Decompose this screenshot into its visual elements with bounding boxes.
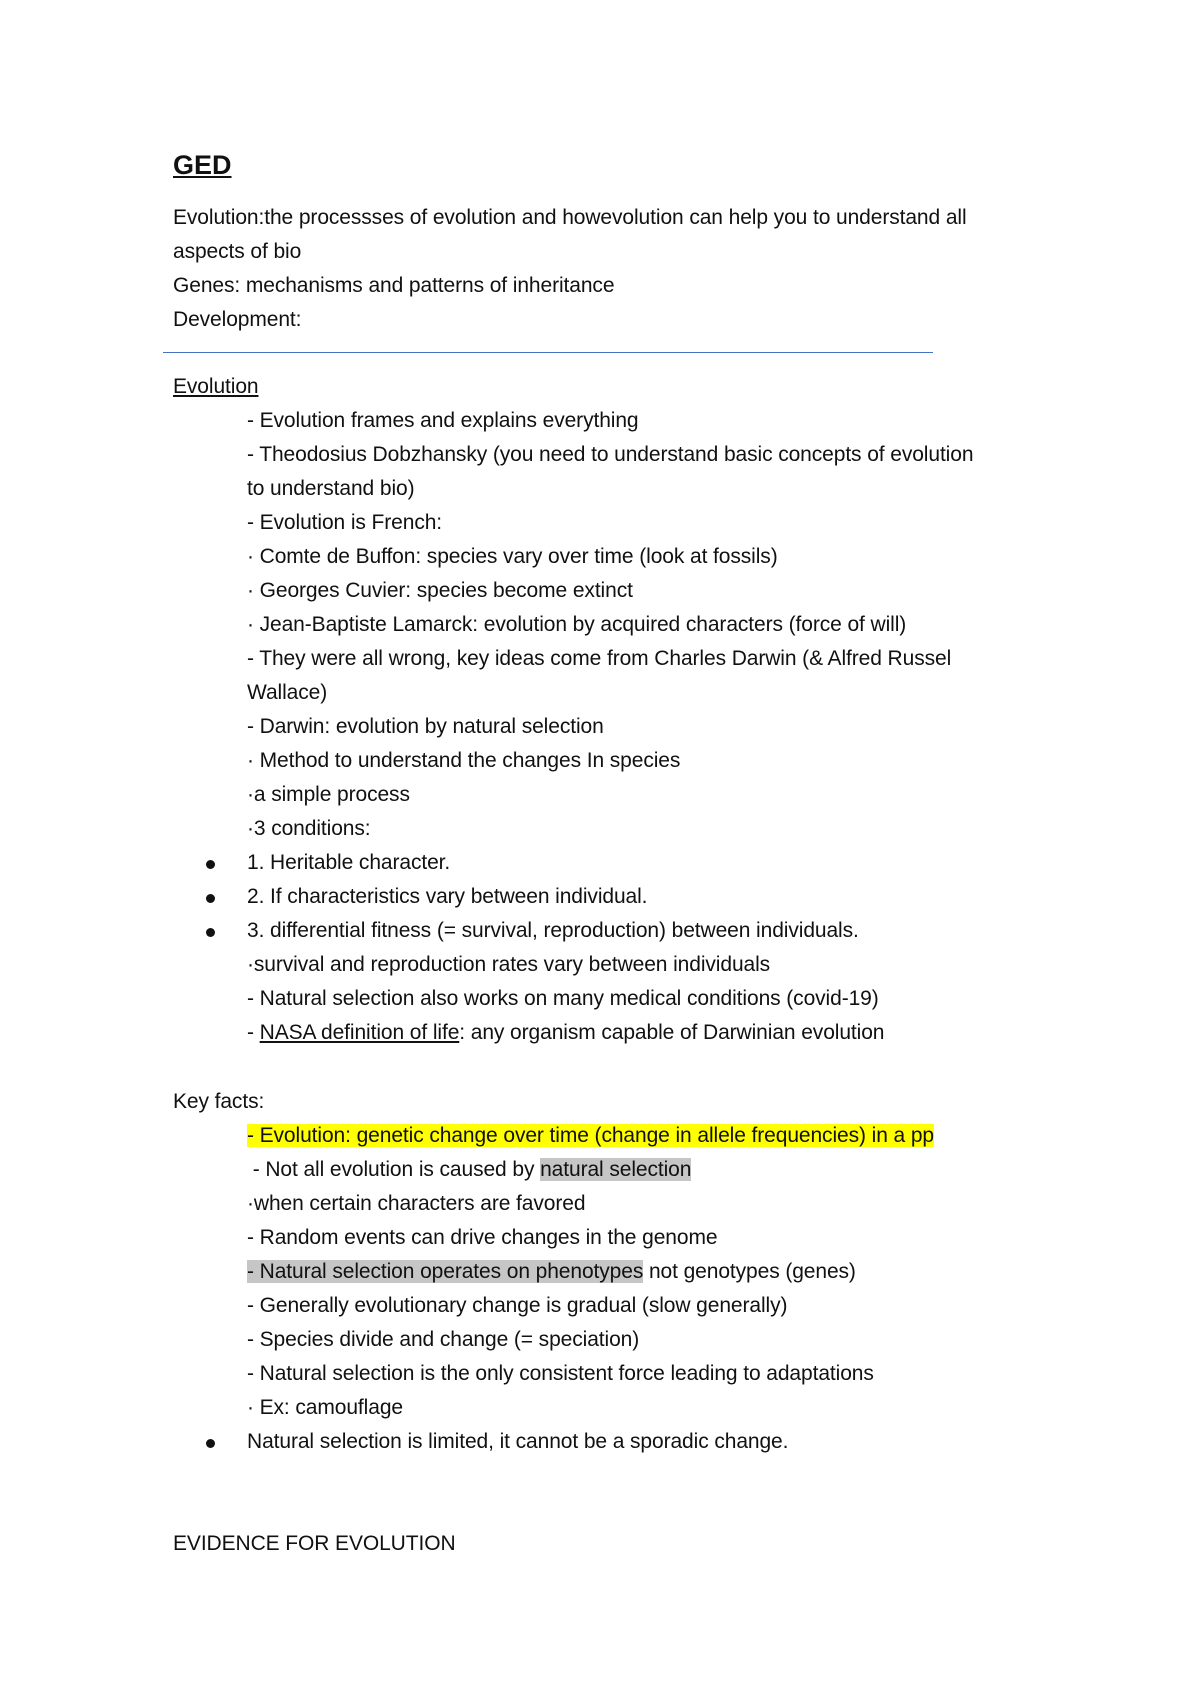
bullet-dot	[206, 1439, 215, 1448]
line-suffix: not genotypes (genes)	[643, 1260, 856, 1283]
key-fact-6: - Generally evolutionary change is gradual (slow generally)	[247, 1294, 788, 1317]
line-prefix: -	[247, 1021, 260, 1044]
highlighted-text: - Natural selection operates on phenotypes	[247, 1260, 644, 1283]
nasa-definition-link[interactable]: NASA definition of life	[259, 1021, 460, 1044]
line-suffix: : any organism capable of Darwinian evolution	[459, 1021, 885, 1044]
evolution-line-3: to understand bio)	[247, 477, 415, 500]
key-fact-9: · Ex: camouflage	[247, 1396, 403, 1419]
line-prefix: - Not all evolution is caused by	[247, 1158, 541, 1181]
evolution-line-14: ·survival and reproduction rates vary between individuals	[247, 953, 771, 976]
intro-line-4: Development:	[173, 308, 302, 331]
key-fact-2	[247, 1155, 691, 1185]
list-item: 2. If characteristics vary between individual.	[247, 885, 648, 908]
evolution-line-13: ·3 conditions:	[247, 817, 371, 840]
evolution-line-5: · Comte de Buffon: species vary over time (look at fossils)	[247, 545, 778, 568]
bullet-dot	[206, 928, 215, 937]
evolution-line-15: - Natural selection also works on many medical conditions (covid-19)	[247, 987, 879, 1010]
evolution-heading: Evolution	[173, 375, 259, 398]
bullet-dot	[206, 860, 215, 869]
key-fact-4: - Random events can drive changes in the genome	[247, 1226, 718, 1249]
key-facts-heading: Key facts:	[173, 1090, 265, 1113]
evolution-line-9: Wallace)	[247, 681, 328, 704]
evolution-line-11: · Method to understand the changes In species	[247, 749, 681, 772]
evolution-line-1: - Evolution frames and explains everything	[247, 409, 639, 432]
evolution-line-7: · Jean-Baptiste Lamarck: evolution by acquired characters (force of will)	[247, 613, 907, 636]
list-item: 1. Heritable character.	[247, 851, 451, 874]
evolution-line-2: - Theodosius Dobzhansky (you need to understand basic concepts of evolution	[247, 443, 974, 466]
highlighted-text: natural selection	[540, 1158, 692, 1181]
key-fact-8: - Natural selection is the only consistent force leading to adaptations	[247, 1362, 874, 1385]
bullet-dot	[206, 894, 215, 903]
evolution-line-6: · Georges Cuvier: species become extinct	[247, 579, 633, 602]
document-title: GED	[173, 150, 232, 180]
key-fact-7: - Species divide and change (= speciation)	[247, 1328, 640, 1351]
key-fact-3: ·when certain characters are favored	[247, 1192, 586, 1215]
evolution-line-10: - Darwin: evolution by natural selection	[247, 715, 604, 738]
list-item: 3. differential fitness (= survival, reproduction) between individuals.	[247, 919, 859, 942]
highlighted-text: - Evolution: genetic change over time (change in allele frequencies) in a pp	[247, 1124, 934, 1147]
key-fact-5	[247, 1257, 856, 1287]
list-item: Natural selection is limited, it cannot be a sporadic change.	[247, 1430, 789, 1453]
evolution-line-12: ·a simple process	[247, 783, 410, 806]
evolution-line-4: - Evolution is French:	[247, 511, 443, 534]
intro-line-2: aspects of bio	[173, 240, 302, 263]
evidence-heading: EVIDENCE FOR EVOLUTION	[173, 1532, 456, 1555]
intro-line-1: Evolution:the processses of evolution and howevolution can help you to understand all	[173, 206, 967, 229]
key-fact-1	[247, 1121, 934, 1151]
evolution-line-16	[247, 1018, 884, 1048]
evolution-line-8: - They were all wrong, key ideas come from Charles Darwin (& Alfred Russel	[247, 647, 952, 670]
horizontal-rule	[163, 352, 933, 353]
intro-line-3: Genes: mechanisms and patterns of inheritance	[173, 274, 615, 297]
